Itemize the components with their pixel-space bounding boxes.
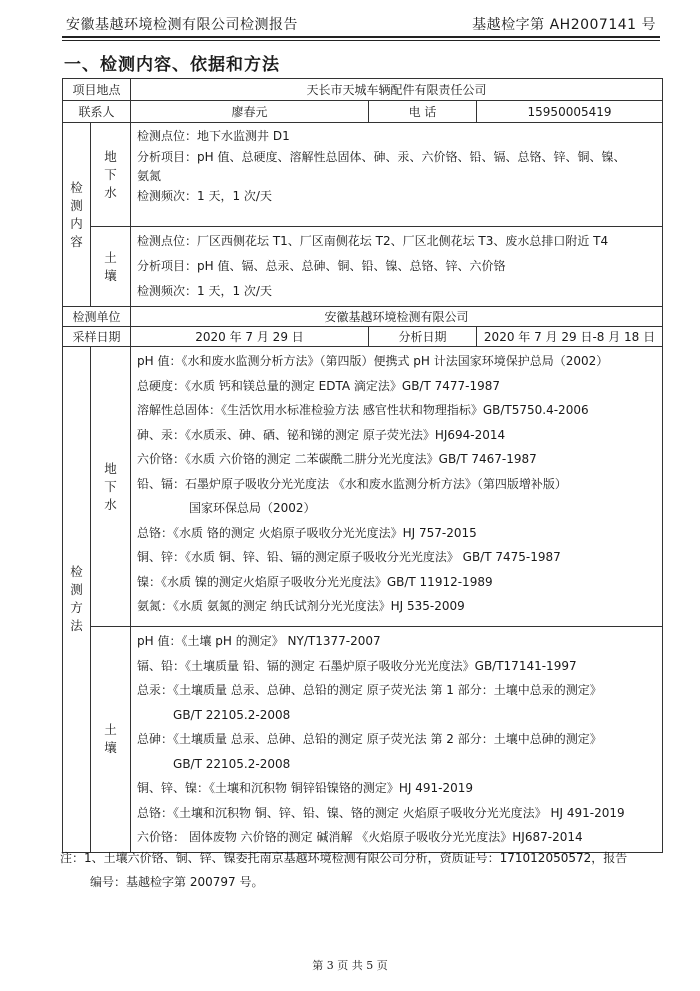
method-soil-label: 土 壤 <box>91 627 131 853</box>
method-line: 铜、锌：《水质 铜、锌、铅、镉的测定原子吸收分光光度法》 GB/T 7475-1987 <box>137 550 561 564</box>
footnote-line: 编号：基越检字第 200797 号。 <box>90 875 264 889</box>
method-line: 总汞：《土壤质量 总汞、总砷、总铅的测定 原子荧光法 第 1 部分：土壤中总汞的测定》 <box>137 683 602 697</box>
gw-items: 分析项目：pH 值、总硬度、溶解性总固体、砷、汞、六价铬、铅、镉、总铬、锌、铜、镍、 <box>137 150 626 164</box>
phone-label: 电 话 <box>369 101 477 123</box>
method-line: 总硬度：《水质 钙和镁总量的测定 EDTA 滴定法》GB/T 7477-1987 <box>137 378 501 393</box>
method-line: GB/T 22105.2-2008 <box>173 756 291 771</box>
method-label: 检 测 方 法 <box>63 347 91 853</box>
method-line: 镉、铅：《土壤质量 铅、镉的测定 石墨炉原子吸收分光光度法》GB/T17141-1997 <box>137 658 577 673</box>
method-line: GB/T 22105.2-2008 <box>173 707 291 722</box>
unit-value: 安徽基越环境检测有限公司 <box>131 307 663 327</box>
inspection-table <box>62 78 663 853</box>
contact-label: 联系人 <box>63 101 131 123</box>
method-groundwater-cell <box>131 347 663 627</box>
project-label: 项目地点 <box>63 79 131 101</box>
content-groundwater-row <box>63 123 663 227</box>
project-row <box>63 79 663 101</box>
contact-name: 廖春元 <box>131 101 369 123</box>
method-line: 国家环保总局（2002） <box>189 501 316 515</box>
content-label: 检 测 内 容 <box>63 123 91 307</box>
header-rule <box>62 36 660 38</box>
method-line: pH 值：《土壤 pH 的测定》 NY/T1377-2007 <box>137 634 381 648</box>
method-line: 总铬：《水质 铬的测定 火焰原子吸收分光光度法》HJ 757-2015 <box>137 525 477 540</box>
project-value: 天长市天城车辆配件有限责任公司 <box>131 79 663 101</box>
method-line: 六价铬：《水质 六价铬的测定 二苯碳酰二肼分光光度法》GB/T 7467-1987 <box>137 452 537 466</box>
header-rule-thin <box>62 40 660 41</box>
report-company-header: 安徽基越环境检测有限公司检测报告 <box>66 17 298 33</box>
soil-point: 检测点位：厂区西侧花坛 T1、厂区南侧花坛 T2、厂区北侧花坛 T3、废水总排口附近 T4 <box>137 234 609 248</box>
contact-row <box>63 101 663 123</box>
soil-frequency: 检测频次：1 天，1 次/天 <box>137 284 272 298</box>
content-soil-row <box>63 227 663 307</box>
method-groundwater-row <box>63 347 663 627</box>
unit-label: 检测单位 <box>63 307 131 327</box>
footnote-line: 注：1、土壤六价铬、铜、锌、镍委托南京基越环境检测有限公司分析，资质证号：171012050572，报告 <box>60 851 628 865</box>
footnote <box>60 846 665 894</box>
method-line: 溶解性总固体：《生活饮用水标准检验方法 感官性状和物理指标》GB/T5750.4-2006 <box>137 403 589 417</box>
method-line: 总砷：《土壤质量 总汞、总砷、总铅的测定 原子荧光法 第 2 部分：土壤中总砷的测定》 <box>137 732 602 746</box>
method-soil-row <box>63 627 663 853</box>
content-soil-cell <box>131 227 663 307</box>
method-soil-cell <box>131 627 663 853</box>
method-line: pH 值：《水和废水监测分析方法》（第四版）便携式 pH 计法国家环境保护总局（2002） <box>137 354 609 368</box>
method-line: 砷、汞：《水质汞、砷、硒、铋和锑的测定 原子荧光法》HJ694-2014 <box>137 427 506 442</box>
content-groundwater-label: 地 下 水 <box>91 123 131 227</box>
gw-point: 检测点位：地下水监测井 D1 <box>137 129 290 143</box>
date-row <box>63 327 663 347</box>
soil-items: 分析项目：pH 值、镉、总汞、总砷、铜、铅、镍、总铬、锌、六价铬 <box>137 259 506 273</box>
content-soil-label: 土 壤 <box>91 227 131 307</box>
phone-value: 15950005419 <box>477 101 663 123</box>
method-line: 氨氮：《水质 氨氮的测定 纳氏试剂分光光度法》HJ 535-2009 <box>137 599 465 613</box>
analysis-date: 2020 年 7 月 29 日-8 月 18 日 <box>477 327 663 347</box>
method-line: 铅、镉：石墨炉原子吸收分光光度法 《水和废水监测分析方法》（第四版增补版） <box>137 476 567 491</box>
sampling-date-label: 采样日期 <box>63 327 131 347</box>
sampling-date: 2020 年 7 月 29 日 <box>131 327 369 347</box>
report-number: 基越检字第 AH2007141 号 <box>472 17 656 33</box>
method-line: 铜、锌、镍：《土壤和沉积物 铜锌铅镍铬的测定》HJ 491-2019 <box>137 781 473 795</box>
analysis-date-label: 分析日期 <box>369 327 477 347</box>
method-line: 镍：《水质 镍的测定火焰原子吸收分光光度法》GB/T 11912-1989 <box>137 574 493 589</box>
method-line: 总铬：《土壤和沉积物 铜、锌、铅、镍、铬的测定 火焰原子吸收分光光度法》 HJ 491-2019 <box>137 805 625 820</box>
section-title: 一、检测内容、依据和方法 <box>64 55 280 75</box>
method-line: 六价铬： 固体废物 六价铬的测定 碱消解 《火焰原子吸收分光光度法》HJ687-2014 <box>137 830 583 844</box>
gw-items-cont: 氨氮 <box>137 169 162 183</box>
page-number: 第 3 页 共 5 页 <box>312 959 388 972</box>
gw-frequency: 检测频次：1 天，1 次/天 <box>137 189 272 203</box>
method-groundwater-label: 地 下 水 <box>91 347 131 627</box>
content-groundwater-cell <box>131 123 663 227</box>
unit-row <box>63 307 663 327</box>
